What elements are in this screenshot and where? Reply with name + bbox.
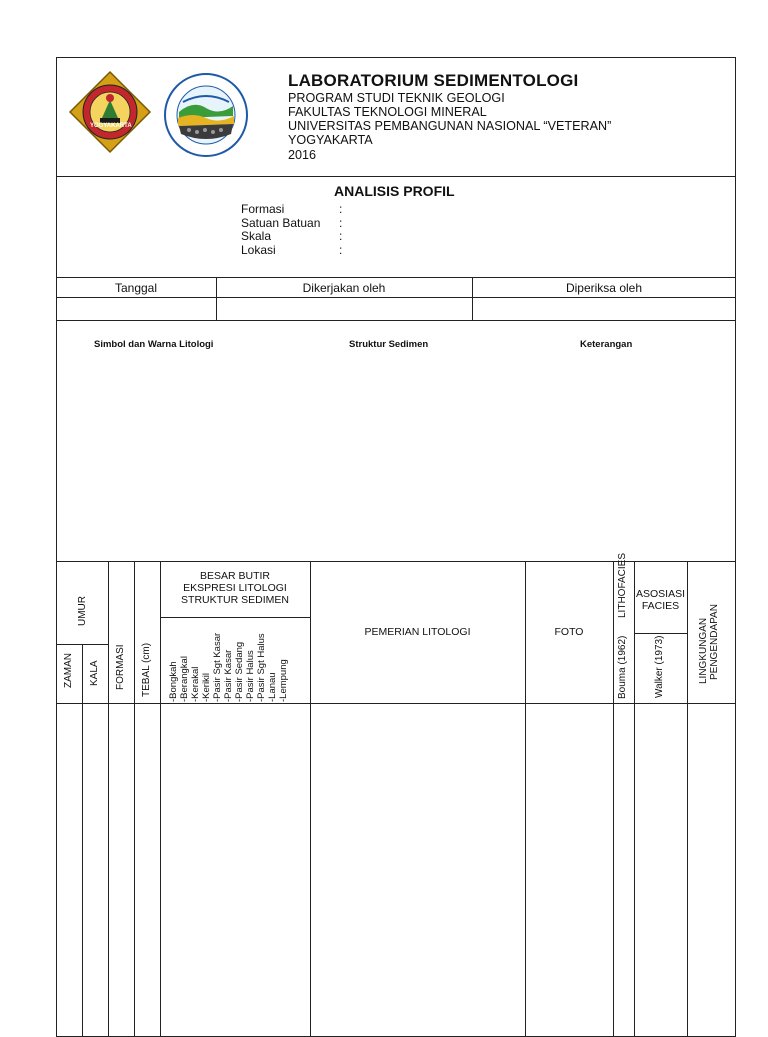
kala-header: KALA (89, 660, 100, 686)
field-row (241, 229, 343, 244)
university-logo (68, 70, 152, 154)
dikerjakan-header: Dikerjakan oleh (302, 281, 386, 295)
divider (56, 320, 736, 321)
grain-size-pasir-halus: -Pasir Halus (245, 650, 256, 702)
zaman-header: ZAMAN (63, 653, 74, 688)
asosiasi-facies-header (634, 588, 687, 612)
grain-size-lanau: -Lanau (267, 672, 278, 702)
legend-simbol: Simbol dan Warna Litologi (94, 339, 214, 350)
divider (160, 561, 161, 1037)
pengendapan-header: PENGENDAPAN (709, 604, 720, 680)
field-colon: : (339, 229, 343, 243)
logo-city-text: YOGYAKARTA (90, 123, 132, 129)
besar-butir-header (160, 570, 310, 606)
field-colon: : (339, 202, 343, 216)
field-label: Satuan Batuan (241, 215, 321, 230)
divider (108, 561, 109, 1037)
field-row (241, 202, 343, 217)
legend-struktur: Struktur Sedimen (349, 339, 429, 350)
grain-size-pasir-sgt-halus: -Pasir Sgt Halus (256, 633, 267, 702)
header-line-university: UNIVERSITAS PEMBANGUNAN NASIONAL “VETERAN” (288, 119, 612, 133)
formasi-header: FORMASI (115, 644, 126, 690)
field-row (241, 242, 343, 258)
walker-header: Walker (1973) (654, 635, 665, 698)
umur-header: UMUR (77, 596, 88, 626)
divider (56, 297, 736, 298)
lab-title: LABORATORIUM SEDIMENTOLOGI (288, 71, 579, 90)
header-line-year: 2016 (288, 148, 317, 162)
divider (56, 277, 736, 278)
grain-size-pasir-sgt-kasar: -Pasir Sgt Kasar (212, 632, 223, 702)
besar-butir-line: BESAR BUTIR (199, 570, 270, 582)
divider (613, 561, 614, 1037)
diperiksa-header: Diperiksa oleh (565, 281, 643, 295)
grain-size-bongkah: -Bongkah (168, 661, 179, 702)
header-line-faculty: FAKULTAS TEKNOLOGI MINERAL (288, 105, 487, 119)
divider (82, 644, 83, 1037)
grain-size-kerakal: -Kerakal (190, 666, 201, 702)
field-label: Lokasi (241, 242, 276, 257)
foto-header: FOTO (554, 626, 584, 638)
facies-line: FACIES (641, 600, 680, 612)
field-row (241, 215, 343, 231)
lingkungan-header: LINGKUNGAN (698, 617, 709, 684)
divider (56, 176, 736, 177)
analysis-fields (241, 202, 343, 257)
field-colon: : (339, 215, 343, 230)
grain-size-pasir-kasar: -Pasir Kasar (223, 649, 234, 702)
field-label: Formasi (241, 202, 285, 216)
pemerian-litologi-header: PEMERIAN LITOLOGI (364, 626, 471, 638)
header-line-program: PROGRAM STUDI TEKNIK GEOLOGI (288, 91, 505, 105)
divider (134, 561, 135, 1037)
analysis-title: ANALISIS PROFIL (334, 183, 455, 199)
ekspresi-litologi-line: EKSPRESI LITOLOGI (183, 582, 287, 594)
field-colon: : (339, 242, 343, 257)
asosiasi-line: ASOSIASI (635, 588, 686, 600)
field-label: Skala (241, 229, 272, 243)
divider (687, 561, 688, 1037)
grain-size-pasir-sedang: -Pasir Sedang (234, 641, 245, 702)
divider (160, 617, 310, 618)
tanggal-header: Tanggal (114, 281, 158, 295)
header-line-city: YOGYAKARTA (288, 133, 373, 147)
lithofacies-header: LITHOFACIES (617, 552, 628, 618)
divider (634, 633, 687, 634)
grain-size-berangkal: -Berangkal (179, 656, 190, 702)
struktur-sedimen-line: STRUKTUR SEDIMEN (181, 594, 289, 606)
grain-size-lempung: -Lempung (278, 659, 289, 702)
sedimentology-lab-logo (163, 72, 249, 158)
grain-size-kerikil: -Kerikil (201, 672, 212, 702)
legend-keterangan: Keterangan (580, 339, 633, 350)
tebal-header: TEBAL (cm) (141, 642, 152, 697)
divider (634, 561, 635, 1037)
bouma-header: Bouma (1962) (617, 635, 628, 699)
